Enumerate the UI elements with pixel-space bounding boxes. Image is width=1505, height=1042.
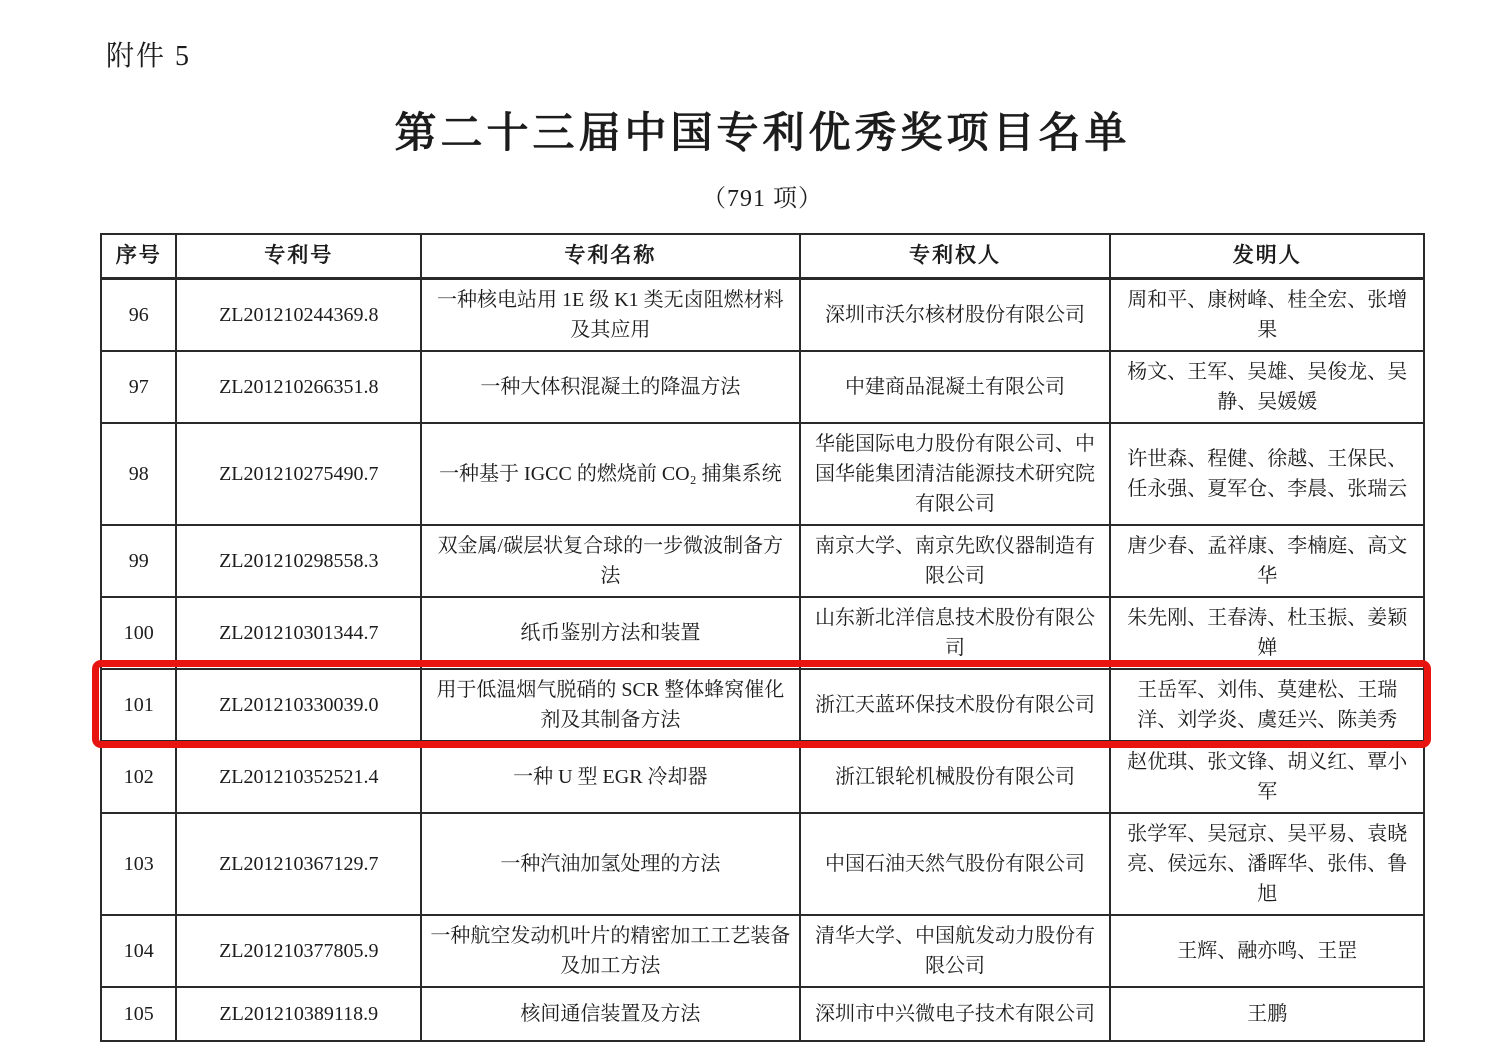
cell-patentee: 山东新北洋信息技术股份有限公司 bbox=[800, 597, 1111, 669]
cell-patent-no: ZL201210301344.7 bbox=[176, 597, 421, 669]
cell-patent-name: 一种汽油加氢处理的方法 bbox=[421, 813, 799, 915]
table-row bbox=[101, 525, 1424, 597]
cell-serial-no: 105 bbox=[101, 987, 176, 1041]
table-row bbox=[101, 987, 1424, 1041]
cell-serial-no: 100 bbox=[101, 597, 176, 669]
cell-serial-no: 101 bbox=[101, 669, 176, 741]
table-row bbox=[101, 351, 1424, 423]
table-row bbox=[101, 597, 1424, 669]
col-inventors: 发明人 bbox=[1110, 234, 1424, 278]
cell-serial-no: 97 bbox=[101, 351, 176, 423]
cell-patent-no: ZL201210352521.4 bbox=[176, 741, 421, 813]
cell-inventors: 许世森、程健、徐越、王保民、任永强、夏军仓、李晨、张瑞云 bbox=[1110, 423, 1424, 525]
cell-patentee: 深圳市沃尔核材股份有限公司 bbox=[800, 278, 1111, 351]
cell-patentee: 深圳市中兴微电子技术有限公司 bbox=[800, 987, 1111, 1041]
cell-patent-no: ZL201210367129.7 bbox=[176, 813, 421, 915]
cell-inventors: 张学军、吴冠京、吴平易、袁晓亮、侯远东、潘晖华、张伟、鲁旭 bbox=[1110, 813, 1424, 915]
col-patent-name: 专利名称 bbox=[421, 234, 799, 278]
col-patentee: 专利权人 bbox=[800, 234, 1111, 278]
table-row bbox=[101, 741, 1424, 813]
cell-patent-no: ZL201210275490.7 bbox=[176, 423, 421, 525]
cell-inventors: 王岳军、刘伟、莫建松、王瑞洋、刘学炎、虞廷兴、陈美秀 bbox=[1110, 669, 1424, 741]
cell-inventors: 赵优琪、张文锋、胡义红、覃小军 bbox=[1110, 741, 1424, 813]
cell-serial-no: 102 bbox=[101, 741, 176, 813]
cell-patentee: 中建商品混凝土有限公司 bbox=[800, 351, 1111, 423]
cell-patent-no: ZL201210266351.8 bbox=[176, 351, 421, 423]
cell-serial-no: 96 bbox=[101, 278, 176, 351]
cell-patentee: 清华大学、中国航发动力股份有限公司 bbox=[800, 915, 1111, 987]
page-title: 第二十三届中国专利优秀奖项目名单 bbox=[394, 111, 1131, 157]
cell-inventors: 唐少春、孟祥康、李楠庭、高文华 bbox=[1110, 525, 1424, 597]
cell-inventors: 杨文、王军、吴雄、吴俊龙、吴静、吴媛媛 bbox=[1110, 351, 1424, 423]
cell-patent-no: ZL201210298558.3 bbox=[176, 525, 421, 597]
table-body bbox=[101, 278, 1424, 1041]
cell-patent-no: ZL201210330039.0 bbox=[176, 669, 421, 741]
cell-inventors: 王辉、融亦鸣、王罡 bbox=[1110, 915, 1424, 987]
cell-patent-name: 用于低温烟气脱硝的 SCR 整体蜂窝催化剂及其制备方法 bbox=[421, 669, 799, 741]
table-row bbox=[101, 813, 1424, 915]
table-row bbox=[101, 915, 1424, 987]
cell-patent-name: 纸币鉴别方法和装置 bbox=[421, 597, 799, 669]
cell-patent-no: ZL201210244369.8 bbox=[176, 278, 421, 351]
attachment-label: 附件 5 bbox=[106, 41, 192, 72]
table-row bbox=[101, 278, 1424, 351]
cell-serial-no: 104 bbox=[101, 915, 176, 987]
page-subtitle: （791 项） bbox=[702, 186, 823, 212]
patent-table-wrap bbox=[100, 233, 1425, 1042]
cell-patent-name: 一种基于 IGCC 的燃烧前 CO₂ 捕集系统 bbox=[421, 423, 799, 525]
table-header-row bbox=[101, 234, 1424, 278]
cell-patentee: 华能国际电力股份有限公司、中国华能集团清洁能源技术研究院有限公司 bbox=[800, 423, 1111, 525]
cell-inventors: 王鹏 bbox=[1110, 987, 1424, 1041]
cell-patent-name: 一种航空发动机叶片的精密加工工艺装备及加工方法 bbox=[421, 915, 799, 987]
cell-patent-name: 核间通信装置及方法 bbox=[421, 987, 799, 1041]
col-patent-no: 专利号 bbox=[176, 234, 421, 278]
cell-patent-name: 双金属/碳层状复合球的一步微波制备方法 bbox=[421, 525, 799, 597]
cell-patentee: 中国石油天然气股份有限公司 bbox=[800, 813, 1111, 915]
cell-patentee: 南京大学、南京先欧仪器制造有限公司 bbox=[800, 525, 1111, 597]
cell-patent-no: ZL201210377805.9 bbox=[176, 915, 421, 987]
col-serial-no: 序号 bbox=[101, 234, 176, 278]
cell-patent-name: 一种大体积混凝土的降温方法 bbox=[421, 351, 799, 423]
cell-patent-name: 一种核电站用 1E 级 K1 类无卤阻燃材料及其应用 bbox=[421, 278, 799, 351]
cell-serial-no: 103 bbox=[101, 813, 176, 915]
table-row bbox=[101, 669, 1424, 741]
cell-patent-name: 一种 U 型 EGR 冷却器 bbox=[421, 741, 799, 813]
cell-inventors: 周和平、康树峰、桂全宏、张增果 bbox=[1110, 278, 1424, 351]
patent-table bbox=[100, 233, 1425, 1042]
cell-serial-no: 99 bbox=[101, 525, 176, 597]
cell-patent-no: ZL201210389118.9 bbox=[176, 987, 421, 1041]
cell-inventors: 朱先刚、王春涛、杜玉振、姜颖婵 bbox=[1110, 597, 1424, 669]
cell-patentee: 浙江天蓝环保技术股份有限公司 bbox=[800, 669, 1111, 741]
table-header bbox=[101, 234, 1424, 278]
cell-patentee: 浙江银轮机械股份有限公司 bbox=[800, 741, 1111, 813]
cell-serial-no: 98 bbox=[101, 423, 176, 525]
table-row bbox=[101, 423, 1424, 525]
